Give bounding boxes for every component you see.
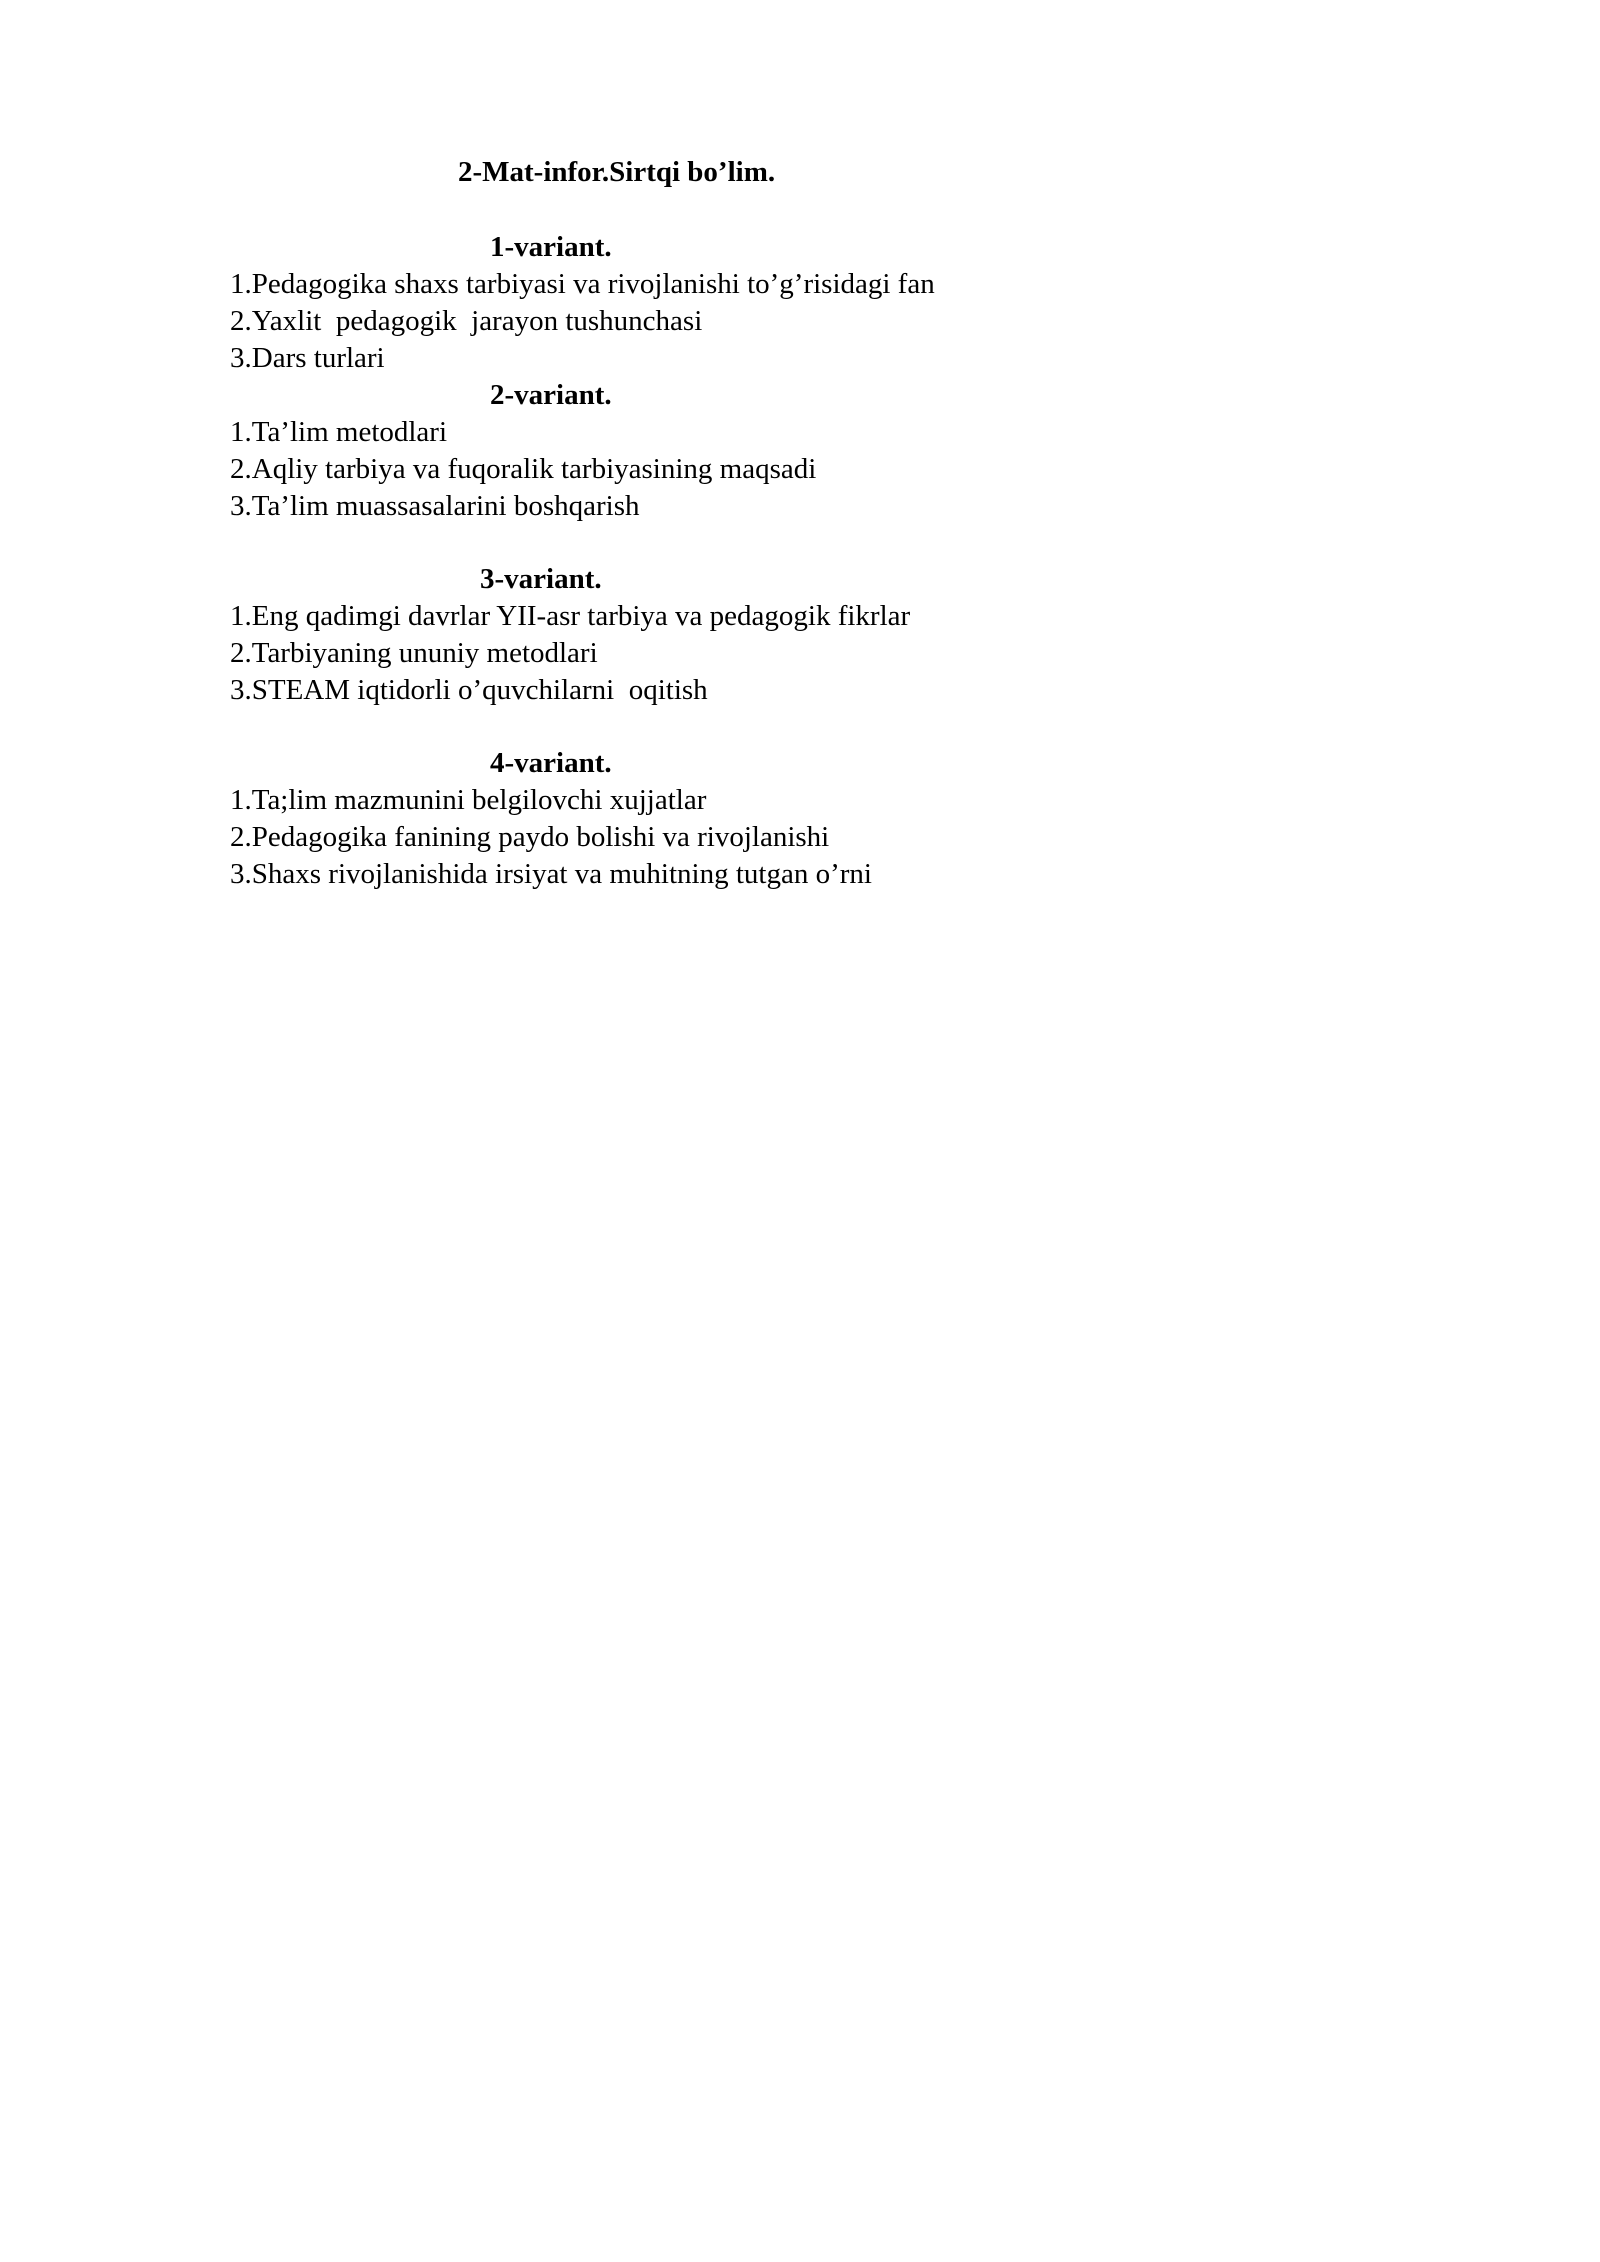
variant-2-item-3: 3.Ta’lim muassasalarini boshqarish bbox=[230, 490, 640, 522]
variant-4-item-2: 2.Pedagogika fanining paydo bolishi va rivojlanishi bbox=[230, 821, 830, 853]
variant-1-item-2: 2.Yaxlit pedagogik jarayon tushunchasi bbox=[230, 305, 703, 337]
variant-2-heading: 2-variant. bbox=[490, 379, 612, 411]
variant-4-item-1: 1.Ta;lim mazmunini belgilovchi xujjatlar bbox=[230, 784, 707, 816]
variant-4-heading: 4-variant. bbox=[490, 747, 612, 779]
variant-3-item-2: 2.Tarbiyaning ununiy metodlari bbox=[230, 637, 598, 669]
document-title: 2-Mat-infor.Sirtqi bo’lim. bbox=[458, 156, 776, 188]
variant-1-item-1: 1.Pedagogika shaxs tarbiyasi va rivojlanishi to’g’risidagi fan bbox=[230, 268, 935, 300]
variant-1-heading: 1-variant. bbox=[490, 231, 612, 263]
variant-2-item-2: 2.Aqliy tarbiya va fuqoralik tarbiyasining maqsadi bbox=[230, 453, 817, 485]
variant-3-item-3: 3.STEAM iqtidorli o’quvchilarni oqitish bbox=[230, 674, 708, 706]
variant-3-item-1: 1.Eng qadimgi davrlar YII-asr tarbiya va pedagogik fikrlar bbox=[230, 600, 911, 632]
variant-4-item-3: 3.Shaxs rivojlanishida irsiyat va muhitning tutgan o’rni bbox=[230, 858, 872, 890]
variant-1-item-3: 3.Dars turlari bbox=[230, 342, 385, 374]
variant-3-heading: 3-variant. bbox=[480, 563, 602, 595]
variant-2-item-1: 1.Ta’lim metodlari bbox=[230, 416, 448, 448]
